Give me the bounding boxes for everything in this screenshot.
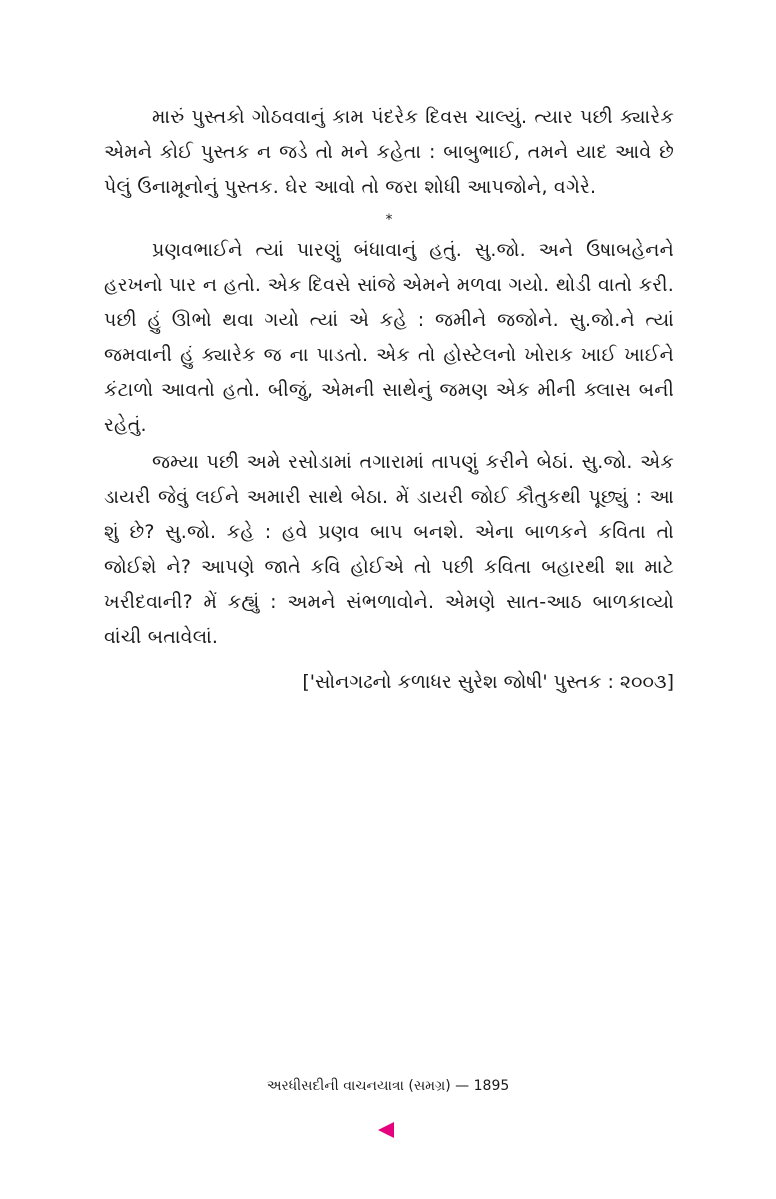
- source-citation: ['સોનગઢનો કળાધર સુરેશ જોષી' પુસ્તક : ૨૦૦૩]: [302, 671, 674, 693]
- paragraph-2: પ્રણવભાઈને ત્યાં પારણું બંધાવાનું હતું. સુ.જો. અને ઉષાબહેનને હરખનો પાર ન હતો. એક દિવસે સાંજે એમને મળવા ગયો. થોડી વાતો કરી. પછી હું ઊભો થવા ગયો ત્યાં એ કહે : જમીને જજોને. સુ.જો.ને ત્યાં જમવાની હું ક્યારેક જ ના પાડતો. એક તો હોસ્ટેલનો ખોરાક ખાઈ ખાઈને કંટાળો આવતો હતો. બીજું, એમની સાથેનું જમણ એક મીની ક્લાસ બની રહેતું.: [104, 239, 674, 436]
- previous-page-arrow-icon[interactable]: [378, 1122, 394, 1138]
- main-text: [104, 100, 674, 700]
- section-separator: *: [385, 212, 393, 228]
- paragraph-1: મારું પુસ્તકો ગોઠવવાનું કામ પંદરેક દિવસ ચાલ્યું. ત્યાર પછી ક્યારેક એમને કોઈ પુસ્તક ન જડે તો મને કહેતા : બાબુભાઈ, તમને યાદ આવે છે પેલું ઉનામૂનોનું પુસ્તક. ઘેર આવો તો જરા શોધી આપજોને, વગેરે.: [104, 106, 674, 198]
- paragraph-3: જમ્યા પછી અમે રસોડામાં તગારામાં તાપણું કરીને બેઠાં. સુ.જો. એક ડાયરી જેવું લઈને અમારી સાથે બેઠા. મેં ડાયરી જોઈ કૌતુકથી પૂછ્યું : આ શું છે? સુ.જો. કહે : હવે પ્રણવ બાપ બનશે. એના બાળકને કવિતા તો જોઈશે ને? આપણે જાતે કવિ હોઈએ તો પછી કવિતા બહારથી શા માટે ખરીદવાની? મેં કહ્યું : અમને સંભળાવોને. એમણે સાત-આઠ બાળકાવ્યો વાંચી બતાવેલાં.: [104, 451, 674, 648]
- page-footer: અરધીસદીની વાચનયાત્રા (સમગ્ર) — 1895: [266, 1078, 510, 1094]
